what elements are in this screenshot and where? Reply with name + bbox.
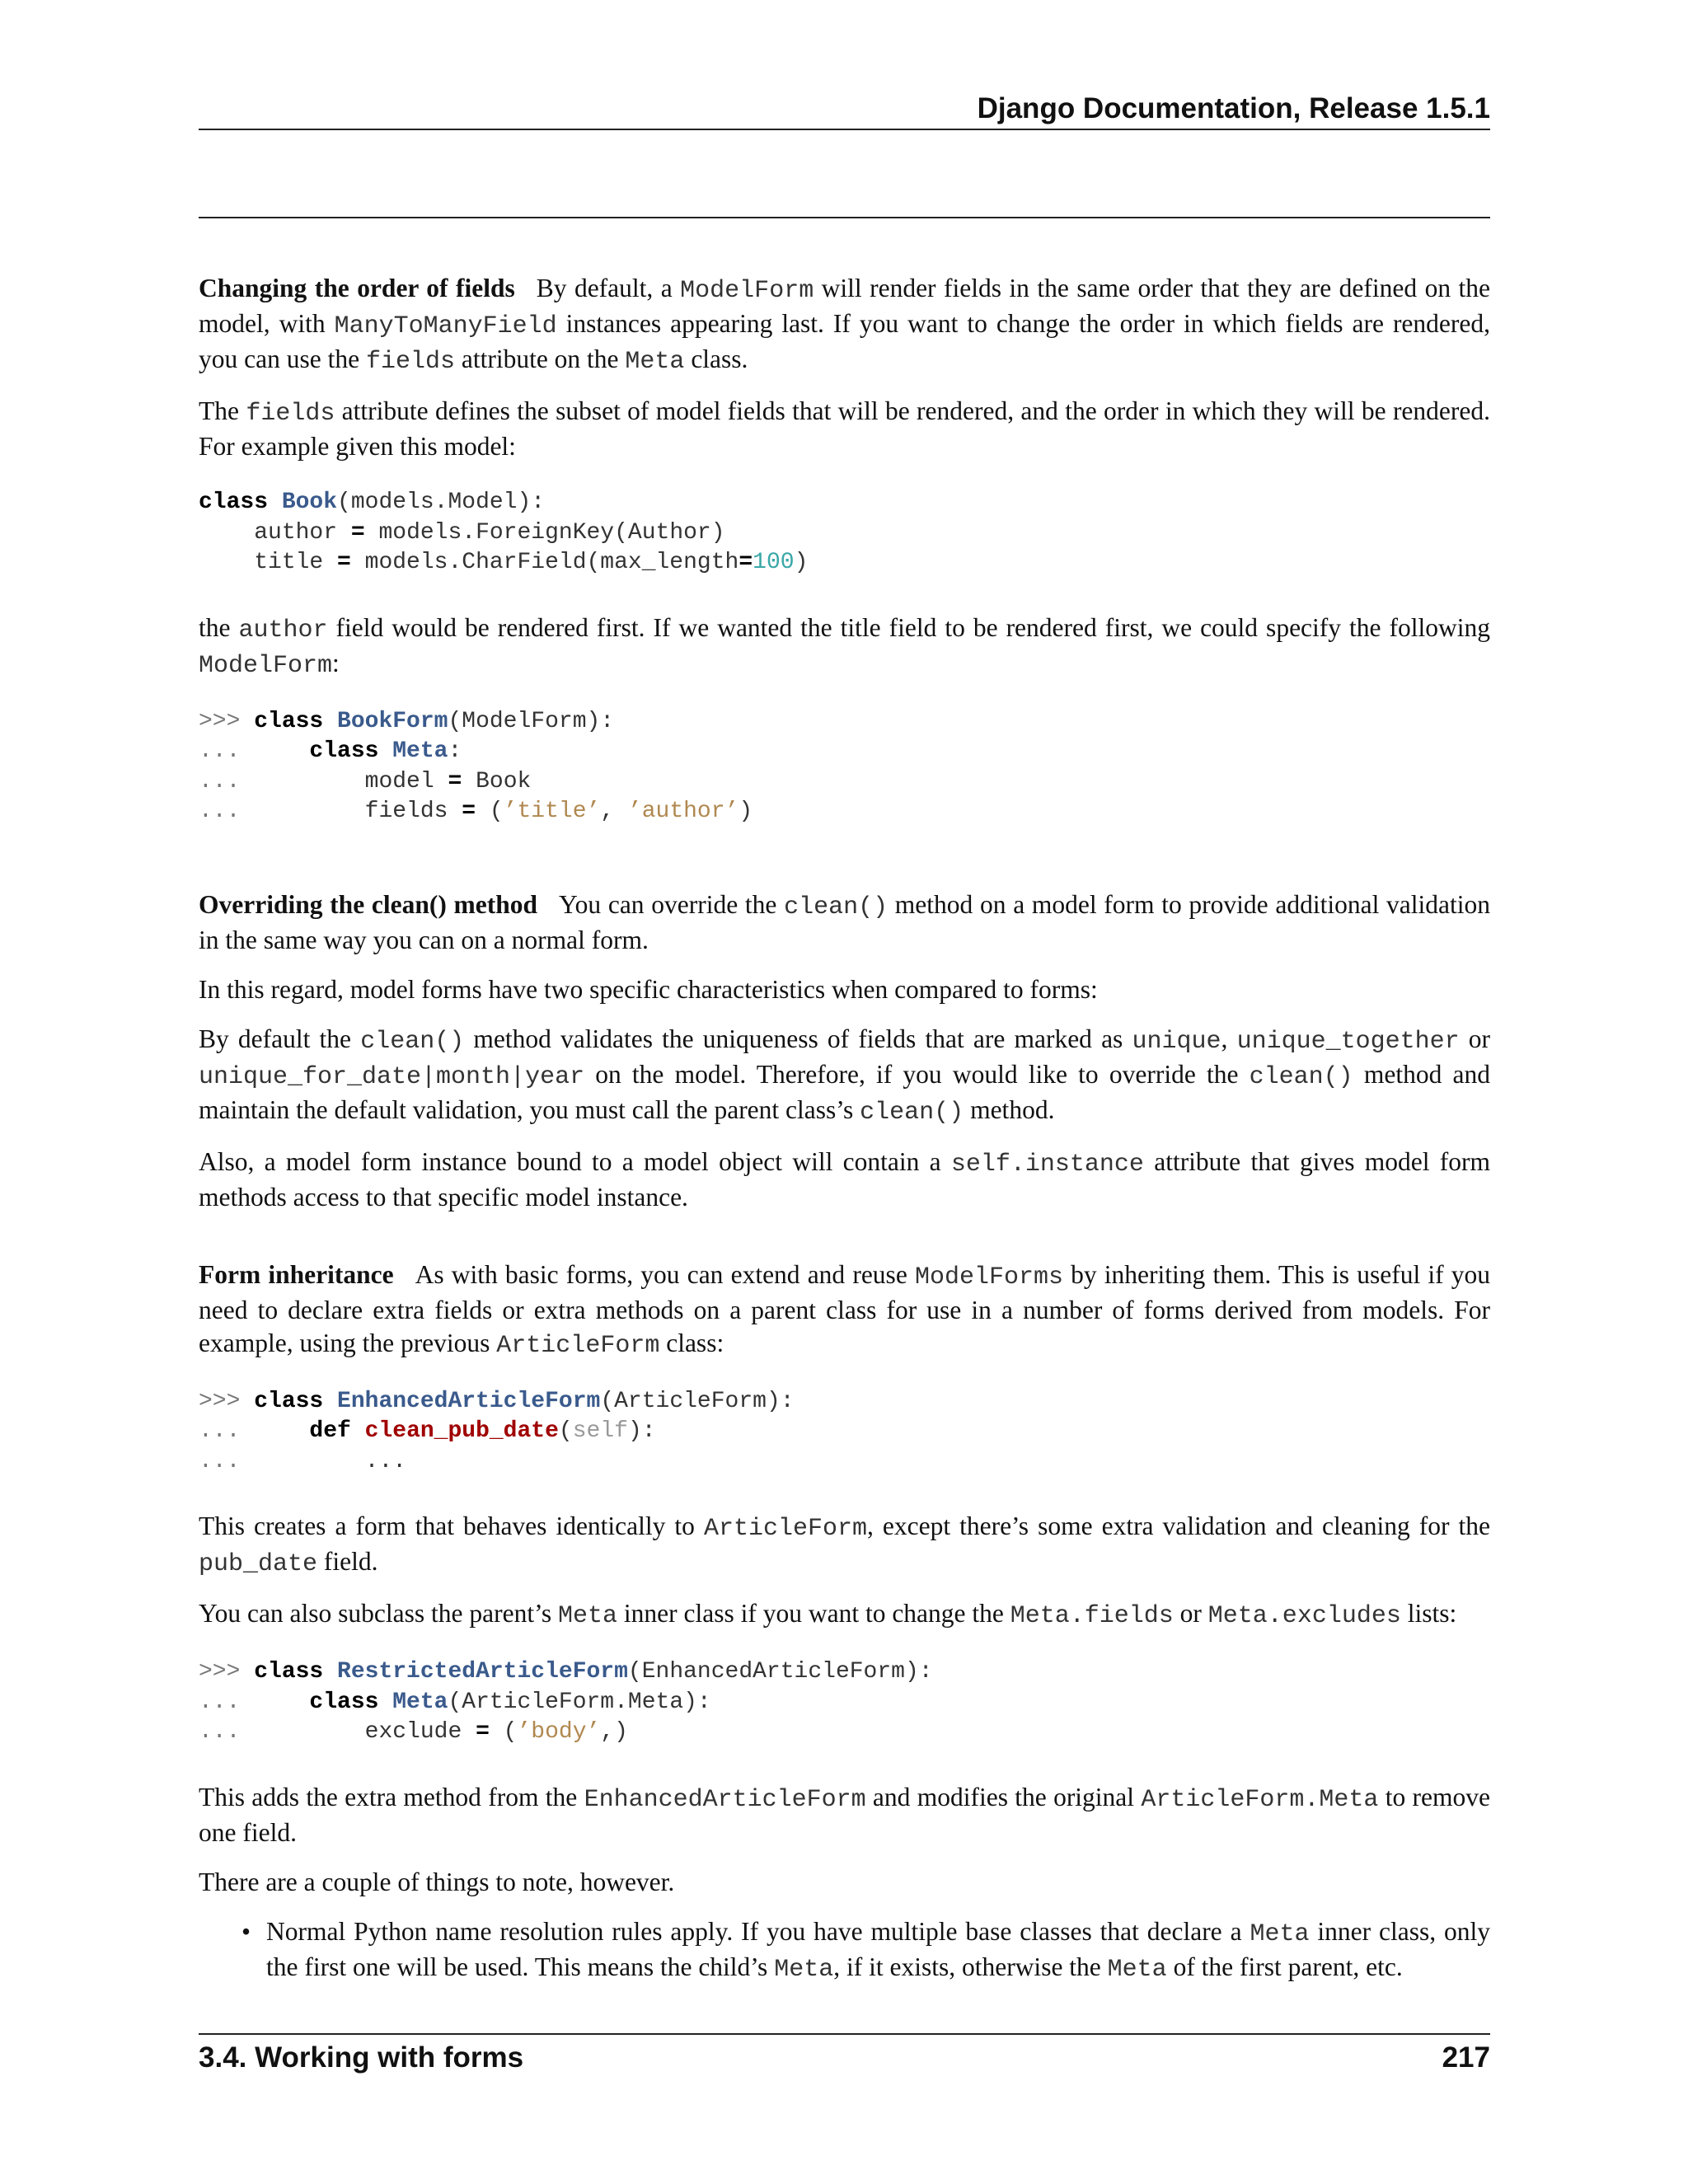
code-block	[199, 480, 1490, 595]
code-token: models.CharField(max_length	[350, 550, 739, 575]
code-token: (	[489, 1719, 518, 1745]
code-token: ...	[199, 799, 365, 824]
code-token: title	[199, 550, 338, 575]
text-run: , if it exists, otherwise the	[833, 1952, 1108, 1981]
text-run: :	[332, 648, 340, 677]
code-token: class	[254, 708, 324, 734]
paragraph	[199, 888, 1490, 957]
inline-code: ArticleForm	[496, 1331, 660, 1360]
code-token: clean_pub_date	[364, 1418, 559, 1444]
paragraph-heading: Changing the order of fields	[199, 274, 515, 302]
paragraph-heading: Overriding the clean() method	[199, 889, 538, 919]
code-token: ...	[199, 1719, 365, 1745]
code-token	[378, 1690, 392, 1715]
text-run: attribute defines the subset of model fields that will be rendered, and the order in which they will be rendered. For example given this model:	[199, 396, 1490, 461]
code-token: =	[350, 519, 365, 546]
inline-code: ArticleForm.Meta	[1141, 1785, 1379, 1814]
page-number: 217	[1442, 2041, 1490, 2074]
code-block	[199, 1379, 1490, 1494]
paragraph	[199, 272, 1490, 378]
text-run: , except there’s some extra validation and cleaning for the	[866, 1511, 1490, 1540]
code-token: class	[199, 490, 269, 515]
text-run: ,	[1221, 1024, 1237, 1053]
text-run: method on a model form to provide additional validation in the same way you can on a normal form.	[199, 889, 1490, 954]
text-run: Also, a model form instance bound to a model object will contain a	[199, 1146, 951, 1176]
code-token: )	[738, 799, 753, 824]
inline-code: Meta	[1250, 1919, 1310, 1948]
document-page	[199, 0, 1490, 2184]
code-token: ...	[364, 1448, 407, 1474]
paragraph	[199, 1781, 1490, 1849]
code-token: ’title’	[503, 799, 601, 824]
code-token: (EnhancedArticleForm):	[627, 1659, 933, 1685]
inline-code: clean()	[360, 1027, 465, 1056]
text-run: This creates a form that behaves identically to	[199, 1511, 704, 1540]
text-run: By default, a	[536, 274, 681, 302]
inline-code: ModelForm	[199, 651, 333, 680]
code-token: Meta	[392, 1689, 448, 1715]
code-token: ):	[627, 1418, 656, 1444]
inline-code: author	[238, 616, 328, 644]
inline-code: self.instance	[950, 1150, 1144, 1179]
code-token: =	[738, 550, 753, 575]
inline-code: ArticleForm	[703, 1515, 867, 1543]
text-run: and modifies the original	[865, 1782, 1142, 1811]
code-token: )	[794, 550, 809, 575]
code-token: class	[254, 1388, 324, 1414]
code-token: ’body’	[517, 1719, 601, 1745]
code-token: (ModelForm):	[448, 708, 615, 734]
code-token: class	[309, 1689, 379, 1715]
code-token: ...	[199, 1448, 365, 1474]
text-run: This adds the extra method from the	[199, 1782, 584, 1811]
code-token: =	[476, 1719, 490, 1745]
text-run: You can override the	[559, 889, 785, 919]
inline-code: Meta.fields	[1010, 1602, 1174, 1630]
list-item	[266, 1915, 1490, 1986]
code-token: ,	[600, 799, 628, 824]
inline-code: fields	[365, 348, 455, 376]
code-token: EnhancedArticleForm	[337, 1388, 601, 1414]
code-token: model	[364, 768, 448, 794]
code-token: ,)	[600, 1719, 628, 1745]
paragraph	[199, 1023, 1490, 1129]
text-run: on the model. Therefore, if you would like to override the	[584, 1059, 1250, 1089]
inline-code: EnhancedArticleForm	[584, 1785, 866, 1814]
code-token: fields	[364, 799, 462, 824]
header-divider	[199, 217, 1490, 218]
text-run: method and maintain the default validation, you must call the parent class’s	[199, 1059, 1490, 1124]
code-token: RestrictedArticleForm	[337, 1659, 628, 1685]
inline-code: unique_for_date|month|year	[199, 1062, 585, 1091]
paragraph	[199, 1510, 1490, 1581]
paragraph-heading: Form inheritance	[199, 1259, 394, 1289]
text-run: inner class, only the first one will be used. This means the child’s	[266, 1916, 1490, 1981]
text-run: the	[199, 612, 239, 642]
inline-code: clean()	[860, 1098, 964, 1127]
code-token: (models.Model):	[337, 490, 546, 515]
paragraph	[199, 1866, 1490, 1899]
inline-code: Meta	[1107, 1955, 1167, 1984]
paragraph	[199, 612, 1490, 682]
text-run: to remove one field.	[199, 1782, 1490, 1847]
inline-code: Meta	[558, 1602, 618, 1630]
text-run: or	[1459, 1024, 1491, 1053]
paragraph	[199, 1258, 1490, 1362]
code-token: author	[199, 519, 351, 546]
text-run: attribute on the	[454, 344, 626, 373]
code-token: ...	[199, 768, 365, 794]
page-body	[199, 272, 1490, 1986]
code-token: :	[448, 738, 462, 764]
code-token	[268, 490, 282, 515]
code-token: exclude	[364, 1719, 476, 1745]
code-token: def	[309, 1418, 351, 1444]
inline-code: unique	[1132, 1027, 1221, 1056]
code-token: >>>	[199, 1659, 255, 1685]
code-token: ’author’	[627, 799, 739, 824]
text-run: field.	[317, 1547, 378, 1576]
code-token	[323, 1389, 337, 1414]
code-token: Book	[462, 768, 532, 794]
text-run: There are a couple of things to note, however.	[199, 1867, 675, 1896]
code-token: 100	[753, 550, 795, 575]
code-token	[378, 738, 392, 764]
code-token: (	[558, 1418, 573, 1444]
text-run: The	[199, 396, 246, 425]
code-token	[351, 1418, 365, 1444]
text-run: of the first parent, etc.	[1166, 1952, 1403, 1981]
bullet-list	[199, 1915, 1490, 1986]
text-run: class:	[659, 1328, 724, 1357]
text-run: or	[1173, 1599, 1208, 1628]
code-token: ...	[199, 1418, 310, 1444]
code-token: >>>	[199, 708, 255, 734]
text-run: instances appearing last. If you want to change the order in which fields are rendered, you can use the	[199, 309, 1490, 373]
inline-code: ModelForm	[680, 277, 814, 305]
code-block	[199, 1649, 1490, 1765]
code-token: class	[254, 1659, 324, 1685]
inline-code: Meta	[774, 1955, 834, 1984]
text-run: By default the	[199, 1024, 361, 1053]
inline-code: Meta.excludes	[1207, 1602, 1401, 1630]
running-footer	[199, 2033, 1490, 2079]
inline-code: ManyToManyField	[334, 312, 557, 340]
code-token: >>>	[199, 1388, 255, 1414]
code-token: class	[309, 738, 379, 764]
paragraph	[199, 1146, 1490, 1214]
code-token: BookForm	[337, 708, 448, 734]
text-run: field would be rendered first. If we wanted the title field to be rendered first, we could specify the following	[327, 612, 1490, 642]
text-run: method.	[964, 1094, 1055, 1124]
code-token: (ArticleForm.Meta):	[448, 1689, 711, 1715]
code-token: =	[448, 768, 462, 794]
inline-code: unique_together	[1236, 1027, 1460, 1056]
text-run: You can also subclass the parent’s	[199, 1599, 558, 1628]
code-token: self	[572, 1418, 628, 1444]
paragraph	[199, 395, 1490, 463]
text-run: attribute that gives model form methods access to that specific model instance.	[199, 1146, 1490, 1212]
code-token: =	[337, 550, 351, 575]
text-run: As with basic forms, you can extend and reuse	[415, 1259, 915, 1289]
code-token: ...	[199, 738, 310, 764]
code-token: =	[462, 799, 476, 824]
text-run: In this regard, model forms have two specific characteristics when compared to forms:	[199, 974, 1098, 1004]
code-token: Meta	[392, 738, 448, 764]
inline-code: clean()	[784, 893, 889, 921]
code-token: models.ForeignKey(Author)	[364, 519, 725, 546]
paragraph	[199, 1597, 1490, 1633]
code-token: (ArticleForm):	[600, 1388, 795, 1414]
text-run: inner class if you want to change the	[617, 1599, 1010, 1628]
code-token: Book	[281, 490, 338, 515]
inline-code: ModelForms	[914, 1263, 1063, 1291]
inline-code: pub_date	[199, 1550, 318, 1578]
text-run: Normal Python name resolution rules apply. If you have multiple base classes that declare a	[266, 1916, 1250, 1946]
inline-code: clean()	[1249, 1062, 1353, 1091]
code-token	[323, 1659, 337, 1685]
footer-section-title: 3.4. Working with forms	[199, 2041, 524, 2074]
code-token: ...	[199, 1689, 310, 1715]
inline-code: fields	[246, 400, 335, 428]
text-run: by inheriting them. This is useful if you need to declare extra fields or extra methods on a parent class for use in a number of forms derived from models. For example, using the previous	[199, 1259, 1490, 1357]
inline-code: Meta	[625, 348, 685, 376]
code-token	[323, 709, 337, 734]
paragraph	[199, 973, 1490, 1006]
text-run: method validates the uniqueness of fields that are marked as	[464, 1024, 1132, 1053]
code-token: (	[476, 799, 504, 824]
text-run: class.	[684, 344, 748, 373]
text-run: lists:	[1400, 1599, 1457, 1628]
text-run: will render fields in the same order that they are defined on the model, with	[199, 274, 1491, 338]
running-header: Django Documentation, Release 1.5.1	[199, 89, 1490, 130]
code-block	[199, 699, 1490, 844]
